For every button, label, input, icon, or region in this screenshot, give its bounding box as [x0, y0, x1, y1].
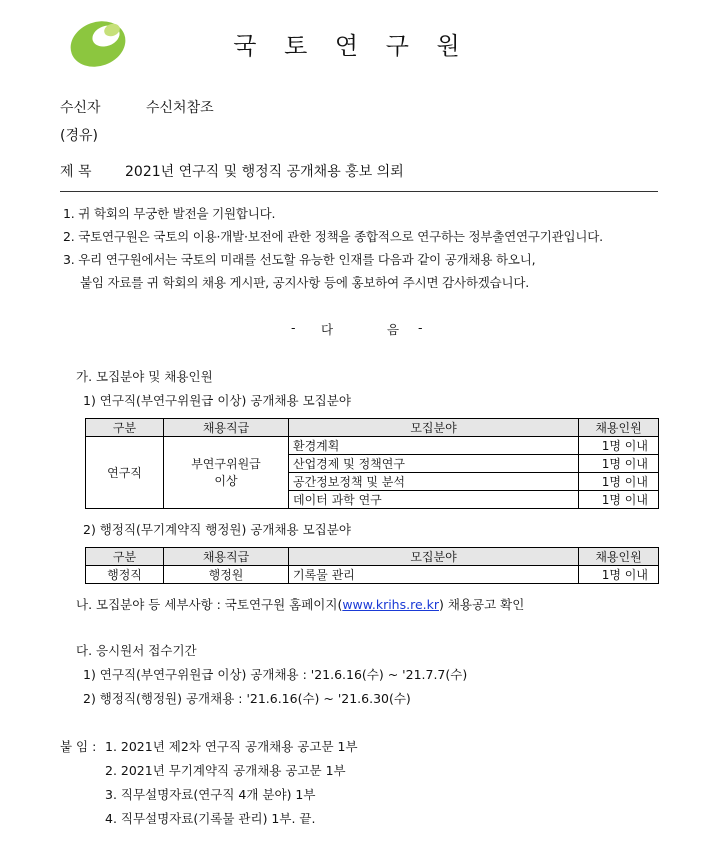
- section-ga-sub1-title: 1) 연구직(부연구위원급 이상) 공개채용 모집분야: [83, 393, 351, 408]
- count-cell: 1명 이내: [579, 566, 659, 584]
- section-na: [76, 595, 524, 613]
- category-cell: 행정직: [86, 566, 164, 584]
- count-cell: 1명 이내: [579, 491, 659, 509]
- subject-value: 2021년 연구직 및 행정직 공개채용 홍보 의뢰: [125, 164, 404, 180]
- subject-divider: [60, 191, 658, 192]
- attachment-item-4: 4. 직무설명자료(기록물 관리) 1부. 끝.: [105, 811, 316, 826]
- recipient-label: 수신자: [60, 100, 101, 116]
- homepage-link[interactable]: www.krihs.re.kr: [342, 597, 439, 612]
- field-cell: 공간정보정책 및 분석: [289, 473, 579, 491]
- attachment-item-2: 2. 2021년 무기계약직 공개채용 공고문 1부: [105, 763, 346, 778]
- via-label: (경유): [60, 128, 98, 144]
- count-cell: 1명 이내: [579, 473, 659, 491]
- research-recruit-table: [85, 418, 659, 509]
- field-cell: 산업경제 및 정책연구: [289, 455, 579, 473]
- da-eum-eum: 음: [387, 322, 400, 337]
- section-da-title: 다. 응시원서 접수기간: [76, 643, 197, 658]
- header-field: 모집분야: [289, 419, 579, 437]
- attachments-label: 붙 임 :: [60, 739, 97, 754]
- body-line-1: 1. 귀 학회의 무궁한 발전을 기원합니다.: [63, 206, 276, 221]
- body-line-3: 3. 우리 연구원에서는 국토의 미래를 선도할 유능한 인재를 다음과 같이 공개채용 하오니,: [63, 252, 536, 267]
- da-eum-dash-right: -: [418, 320, 423, 335]
- rank-line-2: 이상: [214, 473, 238, 488]
- table-header-row: [86, 419, 659, 437]
- header-field: 모집분야: [289, 548, 579, 566]
- section-da-item-2: 2) 행정직(행정원) 공개채용 : '21.6.16(수) ~ '21.6.30(수): [83, 691, 411, 706]
- count-cell: 1명 이내: [579, 437, 659, 455]
- header-rank: 채용직급: [164, 548, 289, 566]
- header-count: 채용인원: [579, 548, 659, 566]
- count-cell: 1명 이내: [579, 455, 659, 473]
- body-line-4: 붙임 자료를 귀 학회의 채용 게시판, 공지사항 등에 홍보하여 주시면 감사하겠습니다.: [80, 275, 530, 290]
- header-category: 구분: [86, 419, 164, 437]
- admin-recruit-table: [85, 547, 659, 584]
- rank-line-1: 부연구위원급: [191, 456, 261, 471]
- section-ga-sub2-title: 2) 행정직(무기계약직 행정원) 공개채용 모집분야: [83, 522, 351, 537]
- category-cell: 연구직: [86, 437, 164, 509]
- field-cell: 데이터 과학 연구: [289, 491, 579, 509]
- section-da-item-1: 1) 연구직(부연구위원급 이상) 공개채용 : '21.6.16(수) ~ '21.7.7(수): [83, 667, 468, 682]
- attachment-item-3: 3. 직무설명자료(연구직 4개 분야) 1부: [105, 787, 316, 802]
- rank-cell: 행정원: [164, 566, 289, 584]
- header-rank: 채용직급: [164, 419, 289, 437]
- attachment-item-1: 1. 2021년 제2차 연구직 공개채용 공고문 1부: [105, 739, 358, 754]
- section-na-suffix: ) 채용공고 확인: [439, 597, 525, 612]
- field-cell: 기록물 관리: [289, 566, 579, 584]
- subject-label: 제 목: [60, 164, 92, 180]
- body-line-2: 2. 국토연구원은 국토의 이용·개발·보전에 관한 정책을 종합적으로 연구하는 정부출연연구기관입니다.: [63, 229, 603, 244]
- header-category: 구분: [86, 548, 164, 566]
- section-ga-title: 가. 모집분야 및 채용인원: [76, 369, 213, 384]
- table-row: [86, 437, 659, 455]
- table-header-row: [86, 548, 659, 566]
- rank-cell: [164, 437, 289, 509]
- da-eum-da: 다: [321, 322, 334, 337]
- recipient-value: 수신처참조: [146, 100, 214, 116]
- org-title: 국 토 연 구 원: [233, 32, 470, 60]
- table-row: [86, 566, 659, 584]
- field-cell: 환경계획: [289, 437, 579, 455]
- da-eum-dash-left: -: [291, 320, 296, 335]
- section-na-prefix: 나. 모집분야 등 세부사항 : 국토연구원 홈페이지(: [76, 597, 343, 612]
- header-count: 채용인원: [579, 419, 659, 437]
